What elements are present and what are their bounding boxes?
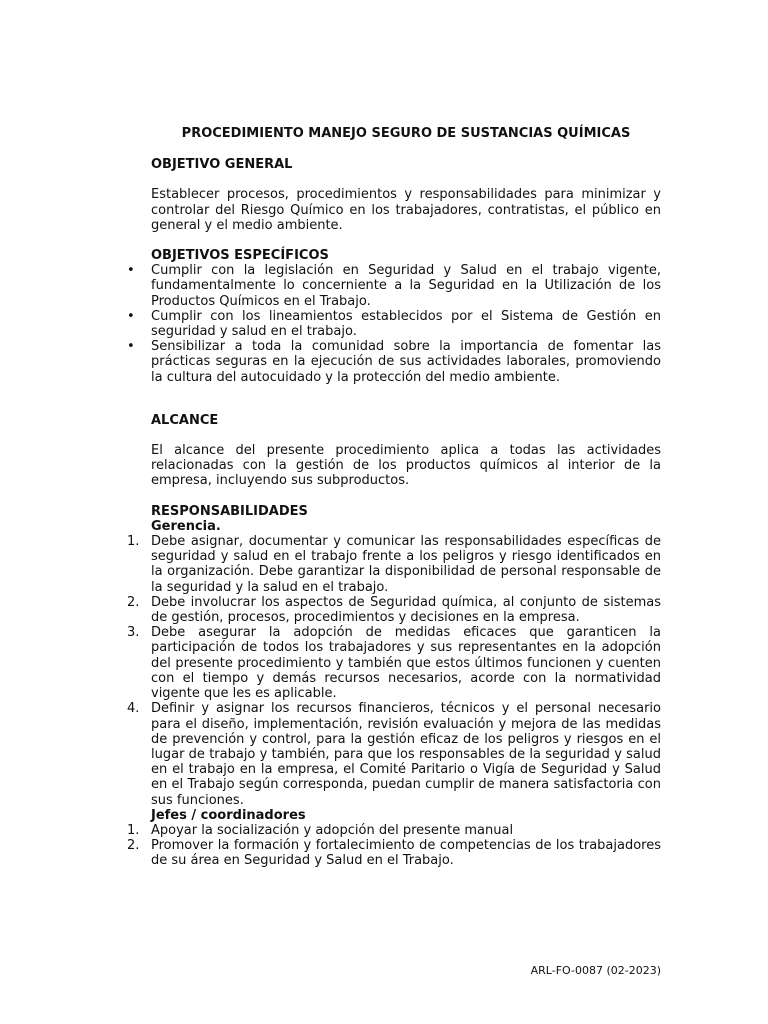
bullet-marker: • bbox=[127, 263, 135, 279]
bullet-marker: • bbox=[127, 339, 135, 355]
list-item-text: Debe asegurar la adopción de medidas eficaces que garanticen la participación de todos los trabajadores y sus representantes en la adopción del presente procedimiento y también que estos últimos funcionen y cuenten con el tiempo y demás recursos necesarios, acorde con la normatividad vigente que les es aplicable. bbox=[151, 625, 661, 702]
list-number: 1. bbox=[127, 822, 140, 838]
list-item-text: Sensibilizar a toda la comunidad sobre la importancia de fomentar las prácticas seguras en la ejecución de sus actividades laborales, promoviendo la cultura del autocuidado y la protección del medio ambiente. bbox=[151, 339, 661, 385]
responsibilities-heading: RESPONSABILIDADES bbox=[151, 503, 308, 519]
management-subheading: Gerencia. bbox=[151, 518, 221, 534]
specific-objectives-list bbox=[127, 263, 661, 385]
list-item bbox=[127, 625, 661, 702]
footer-document-code: ARL-FO-0087 (02-2023) bbox=[530, 964, 661, 977]
specific-objectives-heading: OBJETIVOS ESPECÍFICOS bbox=[151, 248, 329, 264]
list-item-text: Apoyar la socialización y adopción del presente manual bbox=[151, 822, 514, 838]
list-item bbox=[127, 838, 661, 869]
list-number: 3. bbox=[127, 625, 140, 641]
list-number: 2. bbox=[127, 838, 140, 854]
list-item bbox=[127, 263, 661, 309]
document-title: PROCEDIMIENTO MANEJO SEGURO DE SUSTANCIAS QUÍMICAS bbox=[181, 126, 631, 141]
list-number: 1. bbox=[127, 534, 140, 550]
bullet-marker: • bbox=[127, 308, 135, 324]
coordinators-subheading: Jefes / coordinadores bbox=[151, 807, 306, 823]
list-item bbox=[127, 534, 661, 595]
list-item bbox=[127, 594, 661, 626]
management-responsibilities-list bbox=[127, 534, 661, 808]
list-item bbox=[127, 339, 661, 385]
list-item bbox=[127, 308, 661, 340]
coordinators-responsibilities-list bbox=[127, 822, 661, 869]
list-item bbox=[127, 822, 661, 838]
list-item bbox=[127, 701, 661, 808]
document-body bbox=[127, 126, 661, 869]
list-item-text: Debe asignar, documentar y comunicar las responsabilidades específicas de seguridad y salud en el trabajo frente a los peligros y riesgo identificados en la organización. Debe garantizar la disponibilidad de personal responsable de la seguridad y la salud en el trabajo. bbox=[151, 534, 661, 595]
general-objective-text: Establecer procesos, procedimientos y responsabilidades para minimizar y controlar del Riesgo Químico en los trabajadores, contratistas, el público en general y el medio ambiente. bbox=[151, 187, 661, 233]
general-objective-heading: OBJETIVO GENERAL bbox=[151, 157, 293, 173]
list-item-text: Cumplir con la legislación en Seguridad y Salud en el trabajo vigente, fundamentalmente lo concerniente a la Seguridad en la Utilización de los Productos Químicos en el Trabajo. bbox=[151, 263, 661, 309]
list-item-text: Debe involucrar los aspectos de Seguridad química, al conjunto de sistemas de gestión, procesos, procedimientos y decisiones en la empresa. bbox=[151, 594, 661, 626]
list-item-text: Promover la formación y fortalecimiento de competencias de los trabajadores de su área en Seguridad y Salud en el Trabajo. bbox=[151, 838, 661, 869]
list-number: 2. bbox=[127, 594, 140, 610]
list-item-text: Cumplir con los lineamientos establecidos por el Sistema de Gestión en seguridad y salud en el trabajo. bbox=[151, 308, 661, 340]
list-item-text: Definir y asignar los recursos financieros, técnicos y el personal necesario para el diseño, implementación, revisión evaluación y mejora de las medidas de prevención y control, para la gestión eficaz de los peligros y riesgos en el lugar de trabajo y también, para que los responsables de la seguridad y salud en el trabajo en la empresa, el Comité Paritario o Vigía de Seguridad y Salud en el Trabajo según corresponda, puedan cumplir de manera satisfactoria con sus funciones. bbox=[151, 701, 661, 808]
scope-heading: ALCANCE bbox=[151, 412, 219, 428]
scope-text: El alcance del presente procedimiento aplica a todas las actividades relacionadas con la gestión de los productos químicos al interior de la empresa, incluyendo sus subproductos. bbox=[151, 443, 661, 489]
list-number: 4. bbox=[127, 701, 140, 717]
